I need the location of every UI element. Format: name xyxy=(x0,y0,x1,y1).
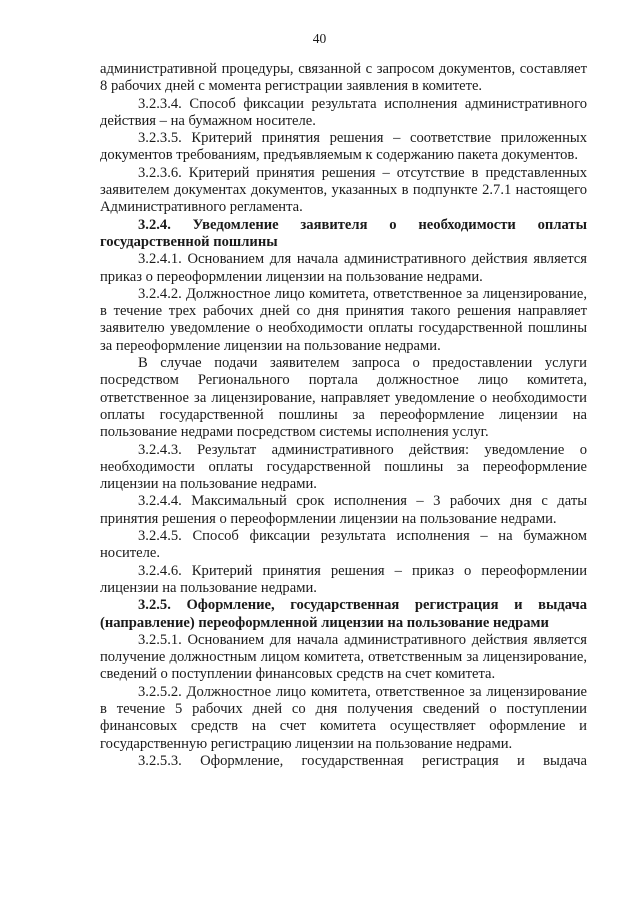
paragraph-3-2-5-1: 3.2.5.1. Основанием для начала административного действия является получение должностным лицом комитета, ответственным за лицензирование, сведений о поступлении финансовых средств на счет комитета. xyxy=(100,631,587,683)
paragraph-3-2-4-2: 3.2.4.2. Должностное лицо комитета, ответственное за лицензирование, в течение трех рабочих дней со дня принятия такого решения направляет заявителю уведомление о необходимости оплаты государственной пошлины за переоформление лицензии на пользование недрами. xyxy=(100,285,587,354)
paragraph-3-2-3-5: 3.2.3.5. Критерий принятия решения – соответствие приложенных документов требованиям, предъявляемым к содержанию пакета документов. xyxy=(100,130,587,164)
section-heading-3-2-5: 3.2.5. Оформление, государственная регистрация и выдача (направление) переоформленной лицензии на пользование недрами xyxy=(100,597,587,631)
document-body xyxy=(100,61,587,770)
paragraph-regional-portal: В случае подачи заявителем запроса о предоставлении услуги посредством Регионального портала должностное лицо комитета, ответственное за лицензирование, направляет уведомление о необходимости оплаты государственной пошлины за переоформление лицензии на пользование недрами посредством системы исполнения услуг. xyxy=(100,355,587,441)
paragraph-3-2-5-3: 3.2.5.3. Оформление, государственная регистрация и выдача xyxy=(138,752,587,769)
paragraph-3-2-4-6: 3.2.4.6. Критерий принятия решения – приказ о переоформлении лицензии на пользование недрами. xyxy=(100,562,587,596)
section-heading-3-2-4: 3.2.4. Уведомление заявителя о необходимости оплаты государственной пошлины xyxy=(100,216,587,250)
paragraph-3-2-3-continuation: административной процедуры, связанной с запросом документов, составляет 8 рабочих дней с момента регистрации заявления в комитете. xyxy=(100,61,587,95)
paragraph-3-2-4-1: 3.2.4.1. Основанием для начала административного действия является приказ о переоформлении лицензии на пользование недрами. xyxy=(100,251,587,285)
paragraph-3-2-4-5: 3.2.4.5. Способ фиксации результата исполнения – на бумажном носителе. xyxy=(100,528,587,562)
paragraph-3-2-4-4: 3.2.4.4. Максимальный срок исполнения – 3 рабочих дня с даты принятия решения о переоформлении лицензии на пользование недрами. xyxy=(100,493,587,527)
page-number: 40 xyxy=(312,31,327,46)
paragraph-3-2-4-3: 3.2.4.3. Результат административного действия: уведомление о необходимости оплаты государственной пошлины за переоформление лицензии на пользование недрами. xyxy=(100,441,587,493)
paragraph-3-2-3-6: 3.2.3.6. Критерий принятия решения – отсутствие в представленных заявителем документах документов, указанных в подпункте 2.7.1 настоящего Административного регламента. xyxy=(100,164,587,216)
paragraph-3-2-3-4: 3.2.3.4. Способ фиксации результата исполнения административного действия – на бумажном носителе. xyxy=(100,95,587,129)
paragraph-3-2-5-2: 3.2.5.2. Должностное лицо комитета, ответственное за лицензирование в течение 5 рабочих дней со дня получения сведений о поступлении финансовых средств на счет комитета осуществляет оформление и государственную регистрацию лицензии на пользование недрами. xyxy=(100,683,587,752)
